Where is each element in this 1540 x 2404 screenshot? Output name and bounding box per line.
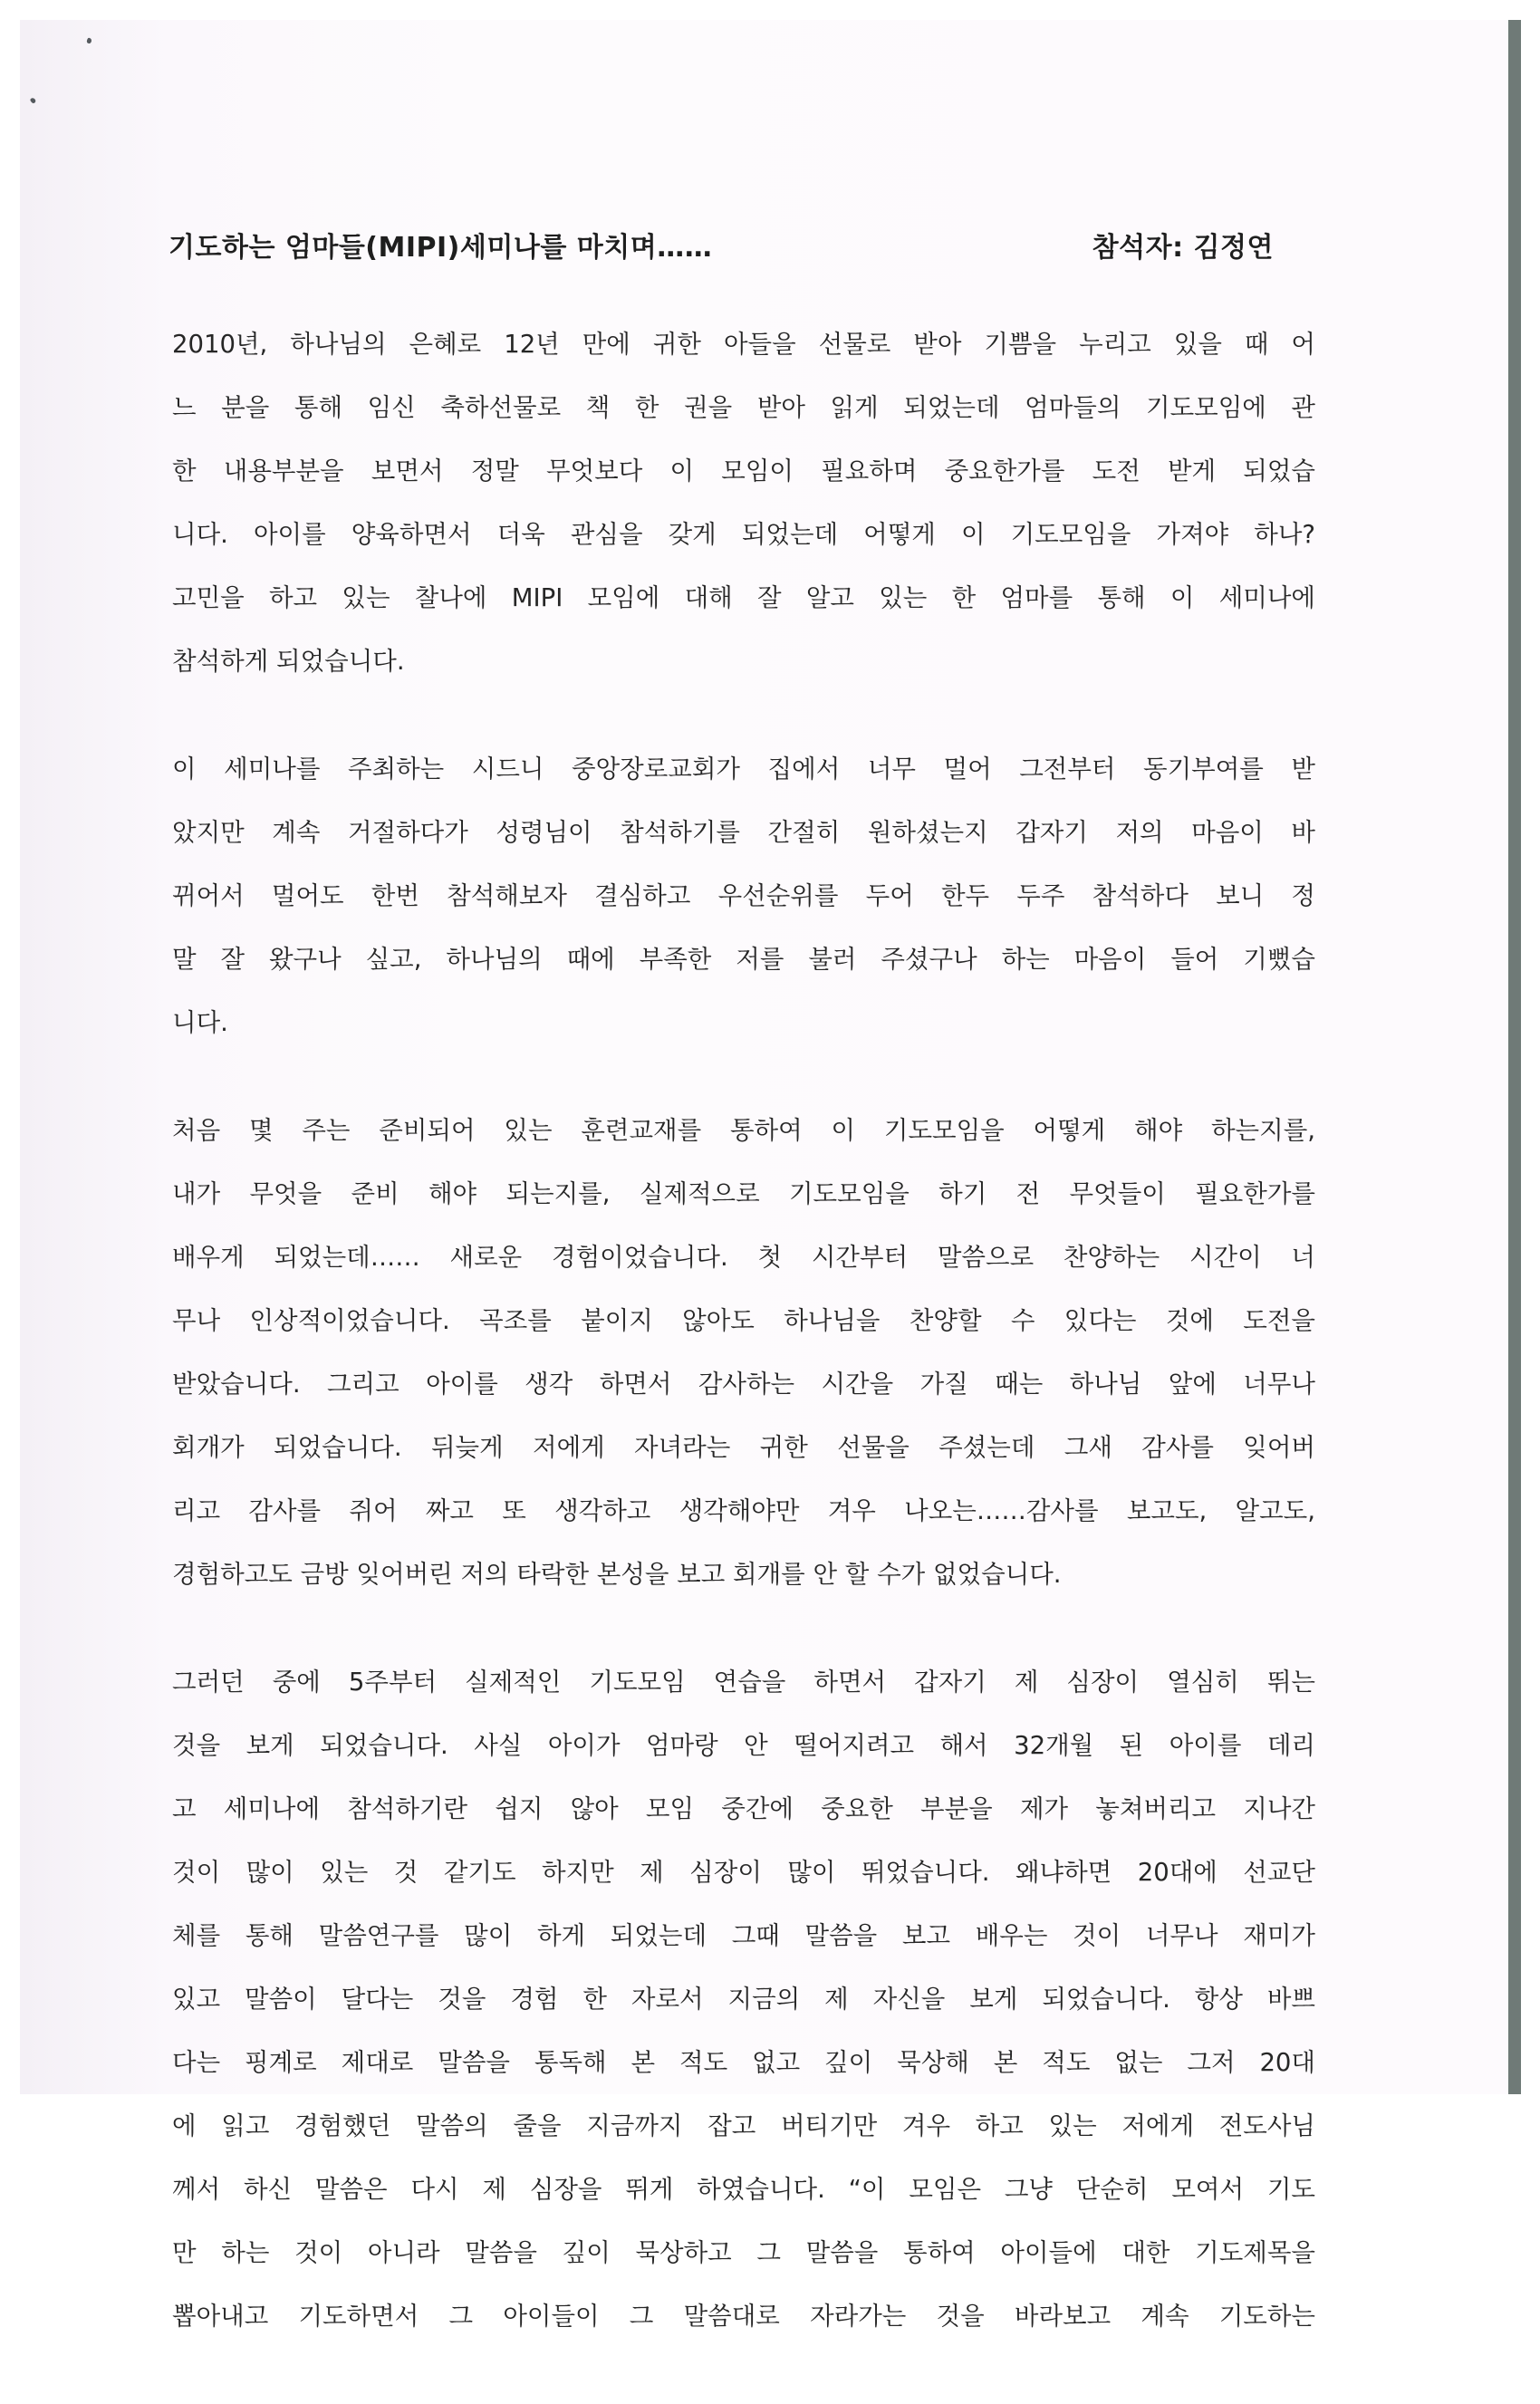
text-line: 에 읽고 경험했던 말씀의 줄을 지금까지 잡고 버티기만 겨우 하고 있는 저에게 전도사님	[172, 2111, 1315, 2140]
scanner-edge-bar	[1508, 20, 1521, 2094]
document-header	[168, 225, 1274, 266]
text-line: 것을 보게 되었습니다. 사실 아이가 엄마랑 안 떨어지려고 해서 32개월 된 아이를 데리	[172, 1731, 1315, 1760]
text-line: 경험하고도 금방 잊어버린 저의 타락한 본성을 보고 회개를 안 할 수가 없었습니다.	[172, 1560, 1062, 1589]
text-line: 이 세미나를 주최하는 시드니 중앙장로교회가 집에서 너무 멀어 그전부터 동기부여를 받	[172, 755, 1315, 784]
text-line: 말 잘 왔구나 싶고, 하나님의 때에 부족한 저를 불러 주셨구나 하는 마음이 들어 기뻤습	[172, 945, 1315, 974]
text-line: 2010년, 하나님의 은혜로 12년 만에 귀한 아들을 선물로 받아 기쁨을 누리고 있을 때 어	[172, 330, 1315, 359]
text-line: 뀌어서 멀어도 한번 참석해보자 결심하고 우선순위를 두어 한두 두주 참석하다 보니 정	[172, 881, 1315, 910]
paragraph-2	[172, 749, 1315, 1066]
text-line: 내가 무엇을 준비 해야 되는지를, 실제적으로 기도모임을 하기 전 무엇들이 필요한가를	[172, 1179, 1315, 1208]
document-author: 참석자: 김정연	[1092, 232, 1274, 264]
text-line: 배우게 되었는데…… 새로운 경험이었습니다. 첫 시간부터 말씀으로 찬양하는 시간이 너	[172, 1243, 1315, 1272]
text-line: 고 세미나에 참석하기란 쉽지 않아 모임 중간에 중요한 부분을 제가 놓쳐버리고 지나간	[172, 1794, 1315, 1823]
text-line: 한 내용부분을 보면서 정말 무엇보다 이 모임이 필요하며 중요한가를 도전 받게 되었습	[172, 457, 1315, 486]
text-line: 니다.	[172, 1008, 228, 1037]
text-line: 그러던 중에 5주부터 실제적인 기도모임 연습을 하면서 갑자기 제 심장이 열심히 뛰는	[172, 1668, 1315, 1697]
document-title: 기도하는 엄마들(MIPI)세미나를 마치며……	[168, 232, 713, 264]
text-line: 고민을 하고 있는 찰나에 MIPI 모임에 대해 잘 알고 있는 한 엄마를 통해 이 세미나에	[172, 583, 1315, 612]
text-line: 것이 많이 있는 것 같기도 하지만 제 심장이 많이 뛰었습니다. 왜냐하면 20대에 선교단	[172, 1858, 1315, 1887]
text-line: 께서 하신 말씀은 다시 제 심장을 뛰게 하였습니다. “이 모임은 그냥 단순히 모여서 기도	[172, 2175, 1315, 2204]
paragraph-1	[172, 324, 1315, 705]
text-line: 만 하는 것이 아니라 말씀을 깊이 묵상하고 그 말씀을 통하여 아이들에 대한 기도제목을	[172, 2238, 1315, 2267]
text-line: 다는 핑계로 제대로 말씀을 통독해 본 적도 없고 깊이 묵상해 본 적도 없는 그저 20대	[172, 2048, 1315, 2077]
text-line: 았지만 계속 거절하다가 성령님이 참석하기를 간절히 원하셨는지 갑자기 저의 마음이 바	[172, 818, 1315, 847]
text-line: 회개가 되었습니다. 뒤늦게 저에게 자녀라는 귀한 선물을 주셨는데 그새 감사를 잊어버	[172, 1433, 1315, 1462]
paragraph-4	[172, 1662, 1315, 2360]
text-line: 리고 감사를 쥐어 짜고 또 생각하고 생각해야만 겨우 나오는……감사를 보고도, 알고도,	[172, 1496, 1315, 1525]
text-line: 있고 말씀이 달다는 것을 경험 한 자로서 지금의 제 자신을 보게 되었습니다. 항상 바쁘	[172, 1985, 1315, 2014]
text-line: 처음 몇 주는 준비되어 있는 훈련교재를 통하여 이 기도모임을 어떻게 해야 하는지를,	[172, 1116, 1315, 1145]
text-line: 체를 통해 말씀연구를 많이 하게 되었는데 그때 말씀을 보고 배우는 것이 너무나 재미가	[172, 1921, 1315, 1950]
text-line: 뽑아내고 기도하면서 그 아이들이 그 말씀대로 자라가는 것을 바라보고 계속 기도하는	[172, 2302, 1315, 2331]
text-line: 참석하게 되었습니다.	[172, 647, 405, 676]
paragraph-3	[172, 1111, 1315, 1618]
document-body	[172, 324, 1315, 2404]
text-line: 무나 인상적이었습니다. 곡조를 붙이지 않아도 하나님을 찬양할 수 있다는 것에 도전을	[172, 1306, 1315, 1335]
text-line: 니다. 아이를 양육하면서 더욱 관심을 갖게 되었는데 어떻게 이 기도모임을 가져야 하나?	[172, 520, 1315, 549]
text-line: 느 분을 통해 임신 축하선물로 책 한 권을 받아 읽게 되었는데 엄마들의 기도모임에 관	[172, 393, 1315, 422]
text-line: 받았습니다. 그리고 아이를 생각 하면서 감사하는 시간을 가질 때는 하나님 앞에 너무나	[172, 1370, 1315, 1399]
